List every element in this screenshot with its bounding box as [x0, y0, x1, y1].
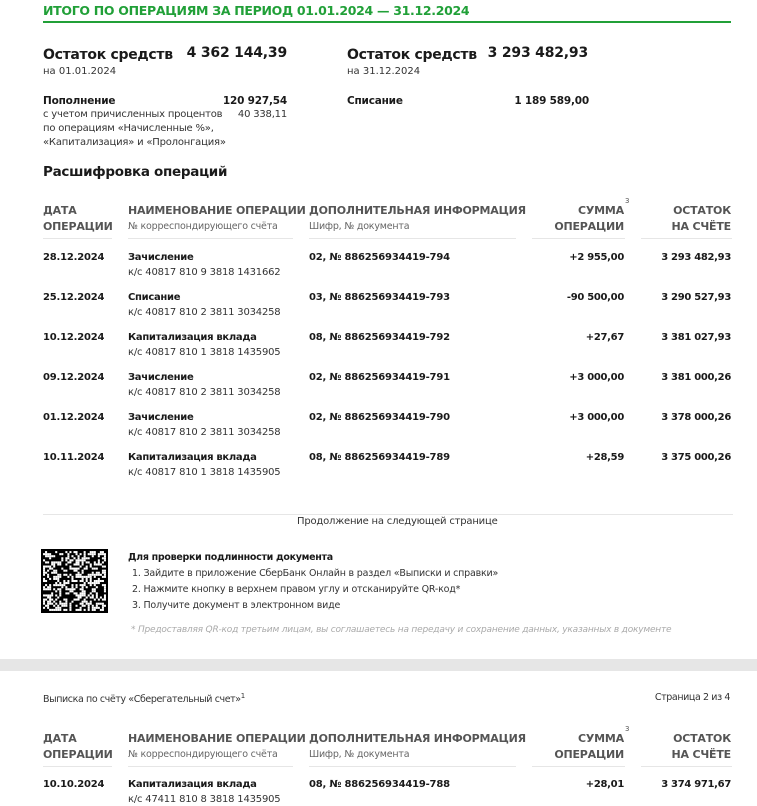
header-rule [128, 766, 293, 767]
header-rule [532, 766, 625, 767]
row-account: к/с 40817 810 1 3818 1435905 [128, 467, 281, 478]
header-info-text: ДОПОЛНИТЕЛЬНАЯ ИНФОРМАЦИЯ [309, 204, 526, 217]
row-amount: +3 000,00 [569, 372, 624, 383]
header-info-sub: Шифр, № документа [309, 749, 410, 760]
row-amount: +3 000,00 [569, 412, 624, 423]
header-rule [641, 766, 732, 767]
header-amount-line2: ОПЕРАЦИИ [554, 748, 624, 761]
row-balance: 3 381 000,26 [661, 372, 731, 383]
header-name-sub: № корреспондирующего счёта [128, 749, 278, 760]
deposit-value: 120 927,54 [222, 95, 287, 107]
row-balance: 3 378 000,26 [661, 412, 731, 423]
header-amount [554, 203, 624, 235]
deposit-note-line: с учетом причисленных процентов [43, 109, 223, 120]
row-info: 03, № 886256934419-793 [309, 292, 450, 303]
row-name: Зачисление [128, 412, 194, 423]
header-amount-line1: СУММА [578, 732, 624, 745]
header-name-text: НАИМЕНОВАНИЕ ОПЕРАЦИИ [128, 732, 306, 745]
row-account: к/с 40817 810 2 3811 3034258 [128, 387, 281, 398]
header-balance-line2: НА СЧЁТЕ [671, 748, 731, 761]
row-amount: +2 955,00 [569, 252, 624, 263]
row-amount: +28,01 [585, 779, 624, 790]
row-date: 25.12.2024 [43, 292, 105, 303]
row-balance: 3 374 971,67 [661, 779, 731, 790]
closing-balance-label: Остаток средств [347, 47, 477, 63]
deposit-note-value: 40 338,11 [237, 109, 287, 120]
row-balance: 3 290 527,93 [661, 292, 731, 303]
row-name: Капитализация вклада [128, 779, 257, 790]
header-amount-footnote: 3 [625, 725, 630, 733]
header-balance [672, 731, 731, 763]
row-name: Зачисление [128, 372, 194, 383]
header-amount-line1: СУММА [578, 204, 624, 217]
qr-code-icon [41, 549, 108, 613]
row-amount: -90 500,00 [566, 292, 624, 303]
header-rule [641, 238, 732, 239]
title-divider [43, 21, 731, 23]
header-balance-line1: ОСТАТОК [673, 204, 731, 217]
header-name [128, 203, 306, 235]
header-date-line2: ОПЕРАЦИИ [43, 220, 113, 233]
statement-title [43, 692, 245, 705]
row-date: 10.12.2024 [43, 332, 105, 343]
header-balance [672, 203, 731, 235]
row-account: к/с 40817 810 9 3818 1431662 [128, 267, 281, 278]
row-info: 08, № 886256934419-789 [309, 452, 450, 463]
row-account: к/с 40817 810 1 3818 1435905 [128, 347, 281, 358]
header-name-text: НАИМЕНОВАНИЕ ОПЕРАЦИИ [128, 204, 306, 217]
closing-balance-value: 3 293 482,93 [487, 45, 588, 61]
row-amount: +28,59 [585, 452, 624, 463]
deposit-note-line: «Капитализация» и «Пролонгация» [43, 137, 226, 148]
header-rule [43, 766, 112, 767]
row-name: Зачисление [128, 252, 194, 263]
continuation-divider [43, 514, 733, 515]
header-rule [309, 238, 516, 239]
row-date: 10.11.2024 [43, 452, 105, 463]
header-rule [309, 766, 516, 767]
header-balance-line2: НА СЧЁТЕ [671, 220, 731, 233]
continuation-note: Продолжение на следующей странице [297, 516, 498, 527]
row-name: Капитализация вклада [128, 332, 257, 343]
row-date: 01.12.2024 [43, 412, 105, 423]
statement-title-text: Выписка по счёту «Сберегательный счет» [43, 694, 241, 706]
summary-title: ИТОГО ПО ОПЕРАЦИЯМ ЗА ПЕРИОД 01.01.2024 — 31.12.2024 [43, 3, 470, 18]
header-date [43, 731, 113, 763]
verification-step: 1. Зайдите в приложение СберБанк Онлайн в раздел «Выписки и справки» [132, 568, 499, 579]
header-info-text: ДОПОЛНИТЕЛЬНАЯ ИНФОРМАЦИЯ [309, 732, 526, 745]
header-rule [128, 238, 293, 239]
withdrawal-label: Списание [347, 95, 403, 107]
row-amount: +27,67 [585, 332, 624, 343]
opening-balance-date: на 01.01.2024 [43, 66, 117, 77]
row-info: 08, № 886256934419-792 [309, 332, 450, 343]
header-date [43, 203, 113, 235]
row-account: к/с 47411 810 8 3818 1435905 [128, 794, 281, 805]
row-name: Списание [128, 292, 181, 303]
header-amount-line2: ОПЕРАЦИИ [554, 220, 624, 233]
closing-balance-date: на 31.12.2024 [347, 66, 421, 77]
deposit-label: Пополнение [43, 95, 116, 107]
row-name: Капитализация вклада [128, 452, 257, 463]
header-rule [43, 238, 112, 239]
deposit-note-line: по операциям «Начисленные %», [43, 123, 214, 134]
opening-balance-label: Остаток средств [43, 47, 173, 63]
header-date-line2: ОПЕРАЦИИ [43, 748, 113, 761]
row-account: к/с 40817 810 2 3811 3034258 [128, 307, 281, 318]
verification-note: * Предоставляя QR-код третьим лицам, вы соглашаетесь на передачу и сохранение данных, указанных в документе [131, 625, 672, 635]
row-date: 10.10.2024 [43, 779, 105, 790]
row-info: 08, № 886256934419-788 [309, 779, 450, 790]
withdrawal-value: 1 189 589,00 [514, 95, 589, 107]
header-amount-footnote: 3 [625, 197, 630, 205]
opening-balance-value: 4 362 144,39 [186, 45, 287, 61]
row-info: 02, № 886256934419-790 [309, 412, 450, 423]
page-separator [0, 659, 757, 671]
header-info [309, 731, 526, 763]
header-name [128, 731, 306, 763]
header-balance-line1: ОСТАТОК [673, 732, 731, 745]
row-account: к/с 40817 810 2 3811 3034258 [128, 427, 281, 438]
header-rule [532, 238, 625, 239]
page-number: Страница 2 из 4 [654, 692, 730, 703]
header-info [309, 203, 526, 235]
statement-footnote: 1 [240, 692, 245, 700]
header-name-sub: № корреспондирующего счёта [128, 221, 278, 232]
row-info: 02, № 886256934419-791 [309, 372, 450, 383]
row-date: 09.12.2024 [43, 372, 105, 383]
verification-title: Для проверки подлинности документа [128, 552, 333, 563]
header-info-sub: Шифр, № документа [309, 221, 410, 232]
row-balance: 3 381 027,93 [661, 332, 731, 343]
row-balance: 3 375 000,26 [661, 452, 731, 463]
row-info: 02, № 886256934419-794 [309, 252, 450, 263]
verification-step: 2. Нажмите кнопку в верхнем правом углу и отсканируйте QR-код* [132, 584, 461, 595]
header-date-line1: ДАТА [43, 204, 77, 217]
header-amount [554, 731, 624, 763]
verification-step: 3. Получите документ в электронном виде [132, 600, 341, 611]
row-balance: 3 293 482,93 [661, 252, 731, 263]
header-date-line1: ДАТА [43, 732, 77, 745]
section-title: Расшифровка операций [43, 164, 228, 180]
row-date: 28.12.2024 [43, 252, 105, 263]
